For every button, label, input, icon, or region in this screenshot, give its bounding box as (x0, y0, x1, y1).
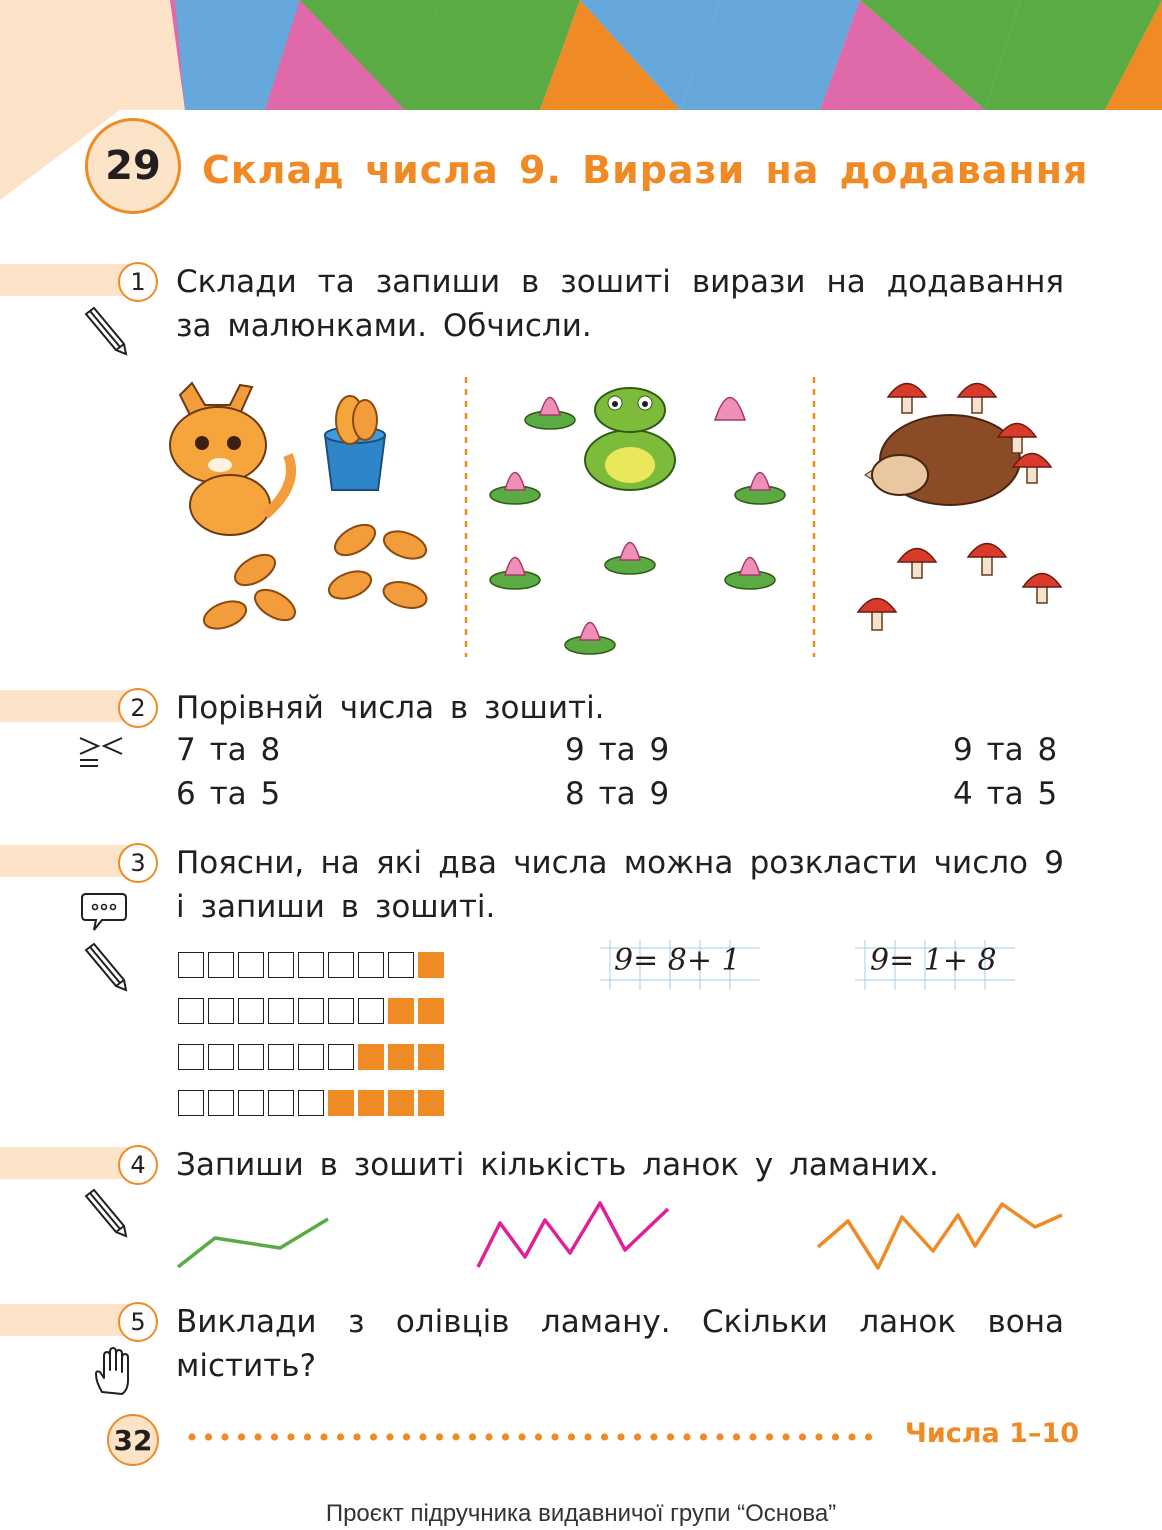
empty-square (268, 998, 294, 1024)
section-title: Числа 1–10 (905, 1418, 1079, 1449)
filled-square (418, 952, 444, 978)
empty-square (358, 998, 384, 1024)
comparison-item: 9 та 8 (953, 732, 1058, 768)
empty-square (328, 1044, 354, 1070)
polylines (170, 1195, 1070, 1275)
empty-square (178, 1044, 204, 1070)
empty-square (238, 952, 264, 978)
empty-square (298, 1044, 324, 1070)
filled-square (418, 1090, 444, 1116)
task-2-text: Порівняй числа в зошиті. (176, 690, 605, 726)
task-number: 3 (118, 843, 158, 883)
task-band (0, 690, 128, 722)
empty-square (358, 952, 384, 978)
filled-square (418, 1044, 444, 1070)
lesson-title: Склад числа 9. Вирази на додавання (202, 148, 1089, 192)
filled-square (388, 998, 414, 1024)
decomposition-formula: 9= 8+ 1 (614, 943, 741, 978)
comparison-item: 7 та 8 (176, 732, 281, 768)
task-band (0, 1304, 128, 1336)
pink-polyline (478, 1203, 668, 1267)
green-polyline (178, 1219, 328, 1267)
orange-polyline (818, 1204, 1062, 1268)
project-note: Проєкт підручника видавничої групи “Основа” (325, 1500, 837, 1527)
comparison-item: 6 та 5 (176, 776, 281, 812)
square-row (178, 1090, 444, 1116)
empty-square (328, 952, 354, 978)
filled-square (358, 1090, 384, 1116)
empty-square (178, 1090, 204, 1116)
task-number: 1 (118, 262, 158, 302)
empty-square (208, 998, 234, 1024)
square-row (178, 952, 444, 978)
square-row (178, 998, 444, 1024)
filled-square (328, 1090, 354, 1116)
task-band (0, 845, 128, 877)
task-3-text: Поясни, на які два числа можна розкласти число 9 і запиши в зошиті. (176, 845, 1064, 925)
pencil-icon (78, 1186, 130, 1238)
empty-square (298, 1090, 324, 1116)
dotted-separator (186, 1430, 886, 1444)
comparison-item: 8 та 9 (565, 776, 670, 812)
hedgehog-picture (865, 415, 1020, 505)
empty-square (238, 998, 264, 1024)
task-number: 4 (118, 1145, 158, 1185)
task-band (0, 1147, 128, 1179)
filled-square (418, 998, 444, 1024)
speech-bubble-icon (78, 886, 130, 938)
empty-square (208, 1090, 234, 1116)
cat-picture (170, 383, 291, 535)
task-1-pictures (160, 365, 1080, 665)
empty-square (298, 952, 324, 978)
decorative-banner (0, 0, 1162, 110)
empty-square (298, 998, 324, 1024)
empty-square (208, 1044, 234, 1070)
empty-square (238, 1044, 264, 1070)
task-band (0, 264, 128, 296)
bucket-picture (325, 396, 385, 490)
pencil-icon (78, 304, 130, 356)
task-number: 5 (118, 1302, 158, 1342)
empty-square (178, 998, 204, 1024)
comparison-item: 4 та 5 (953, 776, 1058, 812)
frog-picture (585, 388, 675, 490)
square-row (178, 1044, 444, 1070)
empty-square (328, 998, 354, 1024)
hand-icon (90, 1346, 142, 1398)
empty-square (238, 1090, 264, 1116)
filled-square (388, 1044, 414, 1070)
task-1-text: Склади та запиши в зошиті вирази на додавання за малюнками. Обчисли. (176, 264, 1064, 344)
task-5-text: Виклади з олівців ламану. Скільки ланок вона містить? (176, 1304, 1064, 1384)
decomposition-formula: 9= 1+ 8 (870, 943, 997, 978)
pencil-icon (78, 940, 130, 992)
task-4-text: Запиши в зошиті кількість ланок у ламаних. (176, 1147, 939, 1183)
filled-square (358, 1044, 384, 1070)
lesson-number-badge: 29 (85, 118, 181, 214)
fish-group (200, 519, 430, 634)
compare-signs-icon (76, 732, 128, 784)
empty-square (388, 952, 414, 978)
task-number: 2 (118, 688, 158, 728)
empty-square (208, 952, 234, 978)
page-number: 32 (107, 1414, 159, 1466)
empty-square (178, 952, 204, 978)
empty-square (268, 952, 294, 978)
empty-square (268, 1090, 294, 1116)
filled-square (388, 1090, 414, 1116)
empty-square (268, 1044, 294, 1070)
comparison-item: 9 та 9 (565, 732, 670, 768)
